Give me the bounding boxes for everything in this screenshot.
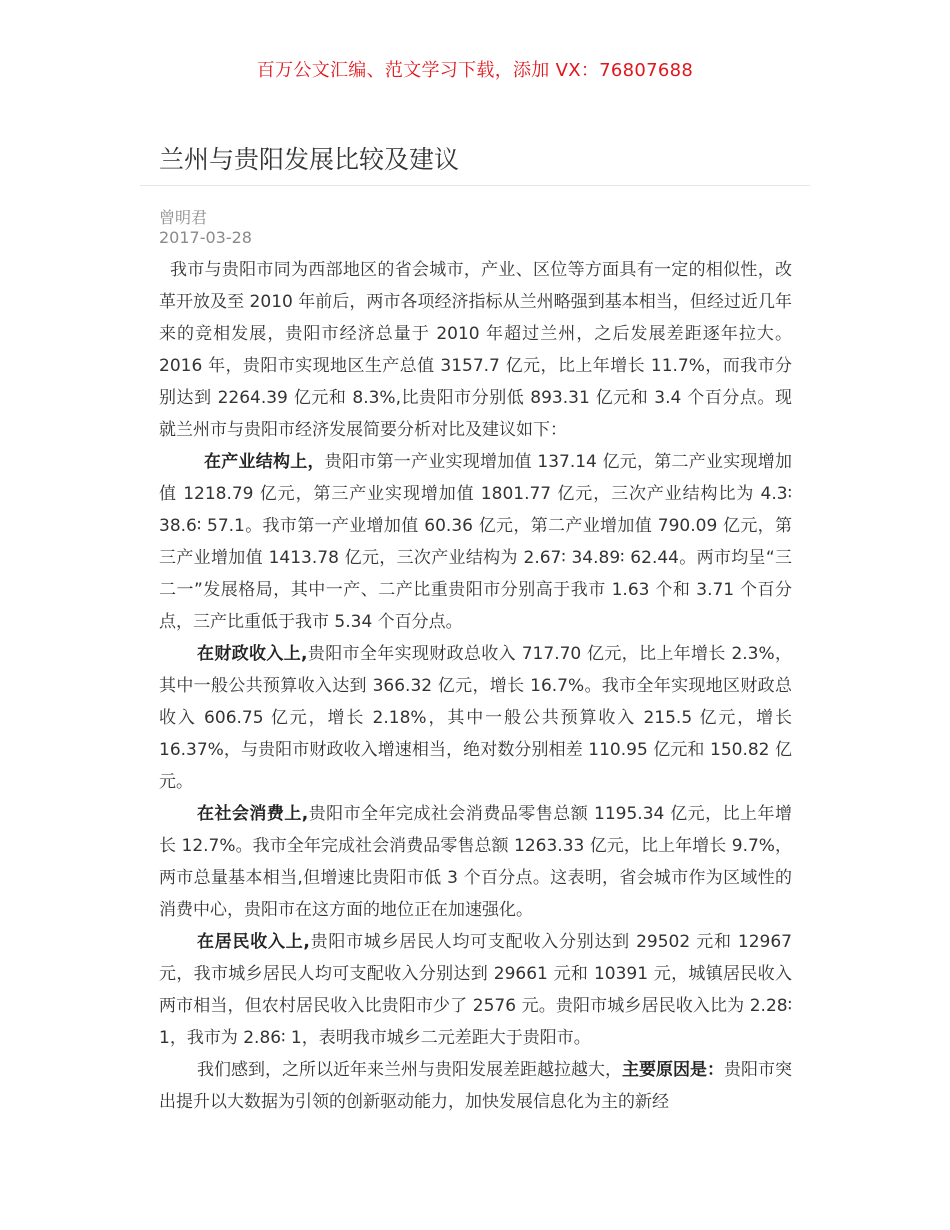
conclusion-lead: 主要原因是： [622, 1060, 724, 1080]
section-lead: 在社会消费上, [197, 804, 309, 824]
intro-paragraph: 我市与贵阳市同为西部地区的省会城市，产业、区位等方面具有一定的相似性，改革开放及至 2010 年前后，两市各项经济指标从兰州略强到基本相当，但经过近几年来的竞相发展，贵阳市经济总量于 2010 年超过兰州，之后发展差距逐年拉大。2016 年，贵阳市实现地区生产总值 3157.7 亿元，比上年增长 11.7%，而我市分别达到 2264.39 亿元和 8.3%,比贵阳市分别低 893.31 亿元和 3.4 个百分点。现就兰州市与贵阳市经济发展简要分析对比及建议如下： [159, 260, 792, 440]
title-divider [140, 185, 810, 186]
section-text: 贵阳市全年完成社会消费品零售总额 1195.34 亿元，比上年增长 12.7%。我市全年完成社会消费品零售总额 1263.33 亿元，比上年增长 9.7%，两市总量基本相当,但增速比贵阳市低 3 个百分点。这表明，省会城市作为区域性的消费中心，贵阳市在这方面的地位正在加速强化。 [159, 804, 792, 920]
conclusion-paragraph [159, 1054, 792, 1118]
section-lead: 在产业结构上， [204, 452, 325, 472]
section-text: 贵阳市城乡居民人均可支配收入分别达到 29502 元和 12967 元，我市城乡居民人均可支配收入分别达到 29661 元和 10391 元，城镇居民收入两市相当，但农村居民收入比贵阳市少了 2576 元。贵阳市城乡居民收入比为 2.28∶ 1，我市为 2.86∶ 1，表明我市城乡二元差距大于贵阳市。 [159, 932, 792, 1048]
section-text: 贵阳市全年实现财政总收入 717.70 亿元，比上年增长 2.3%，其中一般公共预算收入达到 366.32 亿元，增长 16.7%。我市全年实现地区财政总收入 606.75 亿元，增长 2.18%，其中一般公共预算收入 215.5 亿元，增长 16.37%，与贵阳市财政收入增速相当，绝对数分别相差 110.95 亿元和 150.82 亿元。 [159, 644, 792, 792]
download-banner: 百万公文汇编、范文学习下载，添加 VX：76807688 [256, 60, 694, 81]
section-text: 贵阳市第一产业实现增加值 137.14 亿元，第二产业实现增加值 1218.79 亿元，第三产业实现增加值 1801.77 亿元，三次产业结构比为 4.3∶ 38.6∶ 57.1。我市第一产业增加值 60.36 亿元，第二产业增加值 790.09 亿元，第三产业增加值 1413.78 亿元，三次产业结构为 2.67∶ 34.89∶ 62.44。两市均呈“三二一”发展格局，其中一产、二产比重贵阳市分别高于我市 1.63 个和 3.71 个百分点，三产比重低于我市 5.34 个百分点。 [159, 452, 793, 632]
article-date: 2017-03-28 [159, 228, 252, 247]
conclusion-text-before: 我们感到，之所以近年来兰州与贵阳发展差距越拉越大， [197, 1060, 622, 1080]
section-fiscal-revenue [159, 638, 792, 798]
section-social-consumption [159, 798, 792, 926]
article-author: 曾明君 [159, 208, 208, 227]
article-body [159, 254, 792, 1118]
section-industrial-structure [159, 446, 792, 638]
section-resident-income [159, 926, 792, 1054]
conclusion-text-after: 贵阳市突出提升以大数据为引领的创新驱动能力，加快发展信息化为主的新经 [159, 1060, 792, 1112]
section-lead: 在居民收入上, [197, 932, 310, 952]
section-lead: 在财政收入上, [197, 644, 308, 664]
article-title: 兰州与贵阳发展比较及建议 [159, 145, 460, 174]
